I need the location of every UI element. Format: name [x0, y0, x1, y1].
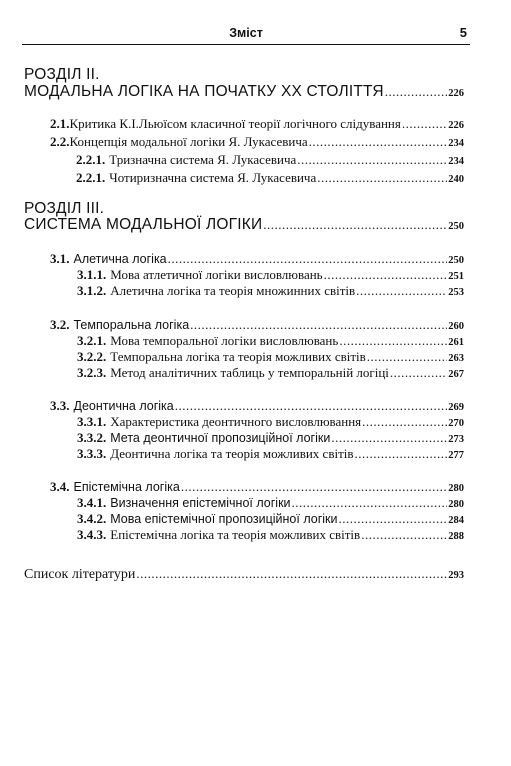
entry-number: 3.1.2.	[77, 283, 107, 298]
page-ref: 226	[448, 120, 464, 131]
leader-dots	[339, 511, 448, 527]
entry-label: Концепція модальної логіки Я. Лукасевича	[69, 134, 308, 149]
page-ref: 226	[448, 88, 464, 99]
entry-label: Алетична логіка	[73, 252, 167, 266]
toc-entry-3-3-3[interactable]	[77, 446, 464, 464]
page-ref: 260	[448, 321, 464, 332]
section-3-title: СИСТЕМА МОДАЛЬНОЇ ЛОГІКИ	[24, 216, 263, 233]
toc-entry-2-1[interactable]	[50, 116, 464, 134]
toc-entry-3-2-3[interactable]	[77, 365, 464, 383]
page-ref: 253	[448, 287, 464, 298]
leader-dots	[317, 170, 447, 186]
section-2-title: МОДАЛЬНА ЛОГІКА НА ПОЧАТКУ ХХ СТОЛІТТЯ	[24, 83, 384, 100]
leader-dots	[356, 283, 447, 299]
page-ref: 270	[448, 418, 464, 429]
entry-label: Чотиризначна система Я. Лукасевича	[109, 170, 317, 185]
page-ref: 234	[448, 156, 464, 167]
toc-entry-3-1-2[interactable]	[77, 283, 464, 301]
leader-dots	[297, 152, 447, 168]
leader-dots	[402, 116, 447, 132]
page-ref: 267	[448, 369, 464, 380]
leader-dots	[292, 495, 448, 511]
page-ref: 284	[448, 515, 464, 526]
entry-number: 3.1.1.	[77, 267, 107, 282]
entry-number: 2.2.	[50, 134, 70, 149]
leader-dots	[175, 398, 448, 414]
page-ref: 251	[448, 271, 464, 282]
entry-number: 3.3.3.	[77, 446, 107, 461]
page-ref: 280	[448, 483, 464, 494]
leader-dots	[324, 267, 448, 283]
page-ref: 263	[448, 353, 464, 364]
leader-dots	[136, 566, 447, 582]
section-2-heading: РОЗДІЛ ІІ.	[24, 66, 100, 83]
entry-number: 2.2.1.	[76, 170, 106, 185]
leader-dots	[367, 349, 447, 365]
entry-label: Епістемічна логіка	[73, 480, 180, 494]
leader-dots	[361, 527, 447, 543]
entry-label: Епістемічна логіка та теорія можливих світів	[110, 527, 361, 542]
entry-label: Алетична логіка та теорія множинних світів	[110, 283, 356, 298]
section-3-heading: РОЗДІЛ ІІІ.	[24, 200, 105, 217]
entry-number: 2.2.1.	[76, 152, 106, 167]
entry-number: 3.4.2.	[77, 511, 107, 526]
page-ref: 293	[448, 570, 464, 581]
page-number: 5	[459, 25, 467, 40]
page-ref: 273	[448, 434, 464, 445]
section-2-title-entry[interactable]	[24, 84, 464, 102]
entry-number: 3.3.1.	[77, 414, 107, 429]
page-header	[22, 24, 470, 45]
page-ref: 240	[448, 174, 464, 185]
page-ref: 269	[448, 402, 464, 413]
entry-number: 3.2.3.	[77, 365, 107, 380]
page-ref: 234	[448, 138, 464, 149]
entry-label: Характеристика деонтичного висловлювання	[110, 414, 362, 429]
leader-dots	[339, 333, 447, 349]
toc-entry-references[interactable]	[24, 566, 464, 584]
entry-number: 3.3.2.	[77, 430, 107, 445]
entry-label: Тризначна система Я. Лукасевича	[109, 152, 297, 167]
entry-number: 3.2.	[50, 317, 70, 332]
entry-label: Мова атлетичної логіки висловлювань	[110, 267, 323, 282]
leader-dots	[355, 446, 448, 462]
page-ref: 288	[448, 531, 464, 542]
entry-label: Визначення епістемічної логіки	[110, 496, 291, 510]
section-3-title-entry[interactable]	[24, 217, 464, 235]
toc-entry-2-2-2[interactable]	[76, 170, 464, 188]
entry-number: 3.1.	[50, 251, 70, 266]
toc-entry-3-4-3[interactable]	[77, 527, 464, 545]
page-ref: 280	[448, 499, 464, 510]
entry-label: Мова епістемічної пропозиційної логіки	[110, 512, 338, 526]
leader-dots	[385, 84, 448, 100]
leader-dots	[168, 251, 448, 267]
entry-label: Темпоральна логіка	[73, 318, 190, 332]
entry-number: 3.4.3.	[77, 527, 107, 542]
entry-number: 3.4.	[50, 479, 70, 494]
entry-label: Темпоральна логіка та теорія можливих світів	[110, 349, 366, 364]
entry-label: Деонтична логіка та теорія можливих світів	[110, 446, 354, 461]
entry-number: 3.3.	[50, 398, 70, 413]
leader-dots	[331, 430, 447, 446]
toc-entry-2-2-1[interactable]	[76, 152, 464, 170]
page-ref: 277	[448, 450, 464, 461]
entry-number: 3.2.1.	[77, 333, 107, 348]
leader-dots	[263, 217, 447, 233]
leader-dots	[190, 317, 447, 333]
leader-dots	[362, 414, 447, 430]
page-ref: 261	[448, 337, 464, 348]
entry-label: Деонтична логіка	[73, 399, 174, 413]
toc-entry-2-2[interactable]	[50, 134, 464, 152]
leader-dots	[181, 479, 447, 495]
references-label: Список літератури	[24, 567, 136, 582]
entry-number: 3.4.1.	[77, 495, 107, 510]
entry-label: Мова темпоральної логіки висловлювань	[110, 333, 339, 348]
leader-dots	[390, 365, 447, 381]
page-ref: 250	[448, 255, 464, 266]
entry-number: 2.1.	[50, 116, 70, 131]
entry-number: 3.2.2.	[77, 349, 107, 364]
entry-label: Критика К.І.Льюїсом класичної теорії логічного слідування	[69, 116, 401, 131]
entry-label: Метод аналітичних таблиць у темпоральній логіці	[110, 365, 389, 380]
entry-label: Мета деонтичної пропозиційної логіки	[110, 431, 331, 445]
header-title: Зміст	[229, 26, 263, 40]
page-ref: 250	[448, 221, 464, 232]
leader-dots	[309, 134, 448, 150]
